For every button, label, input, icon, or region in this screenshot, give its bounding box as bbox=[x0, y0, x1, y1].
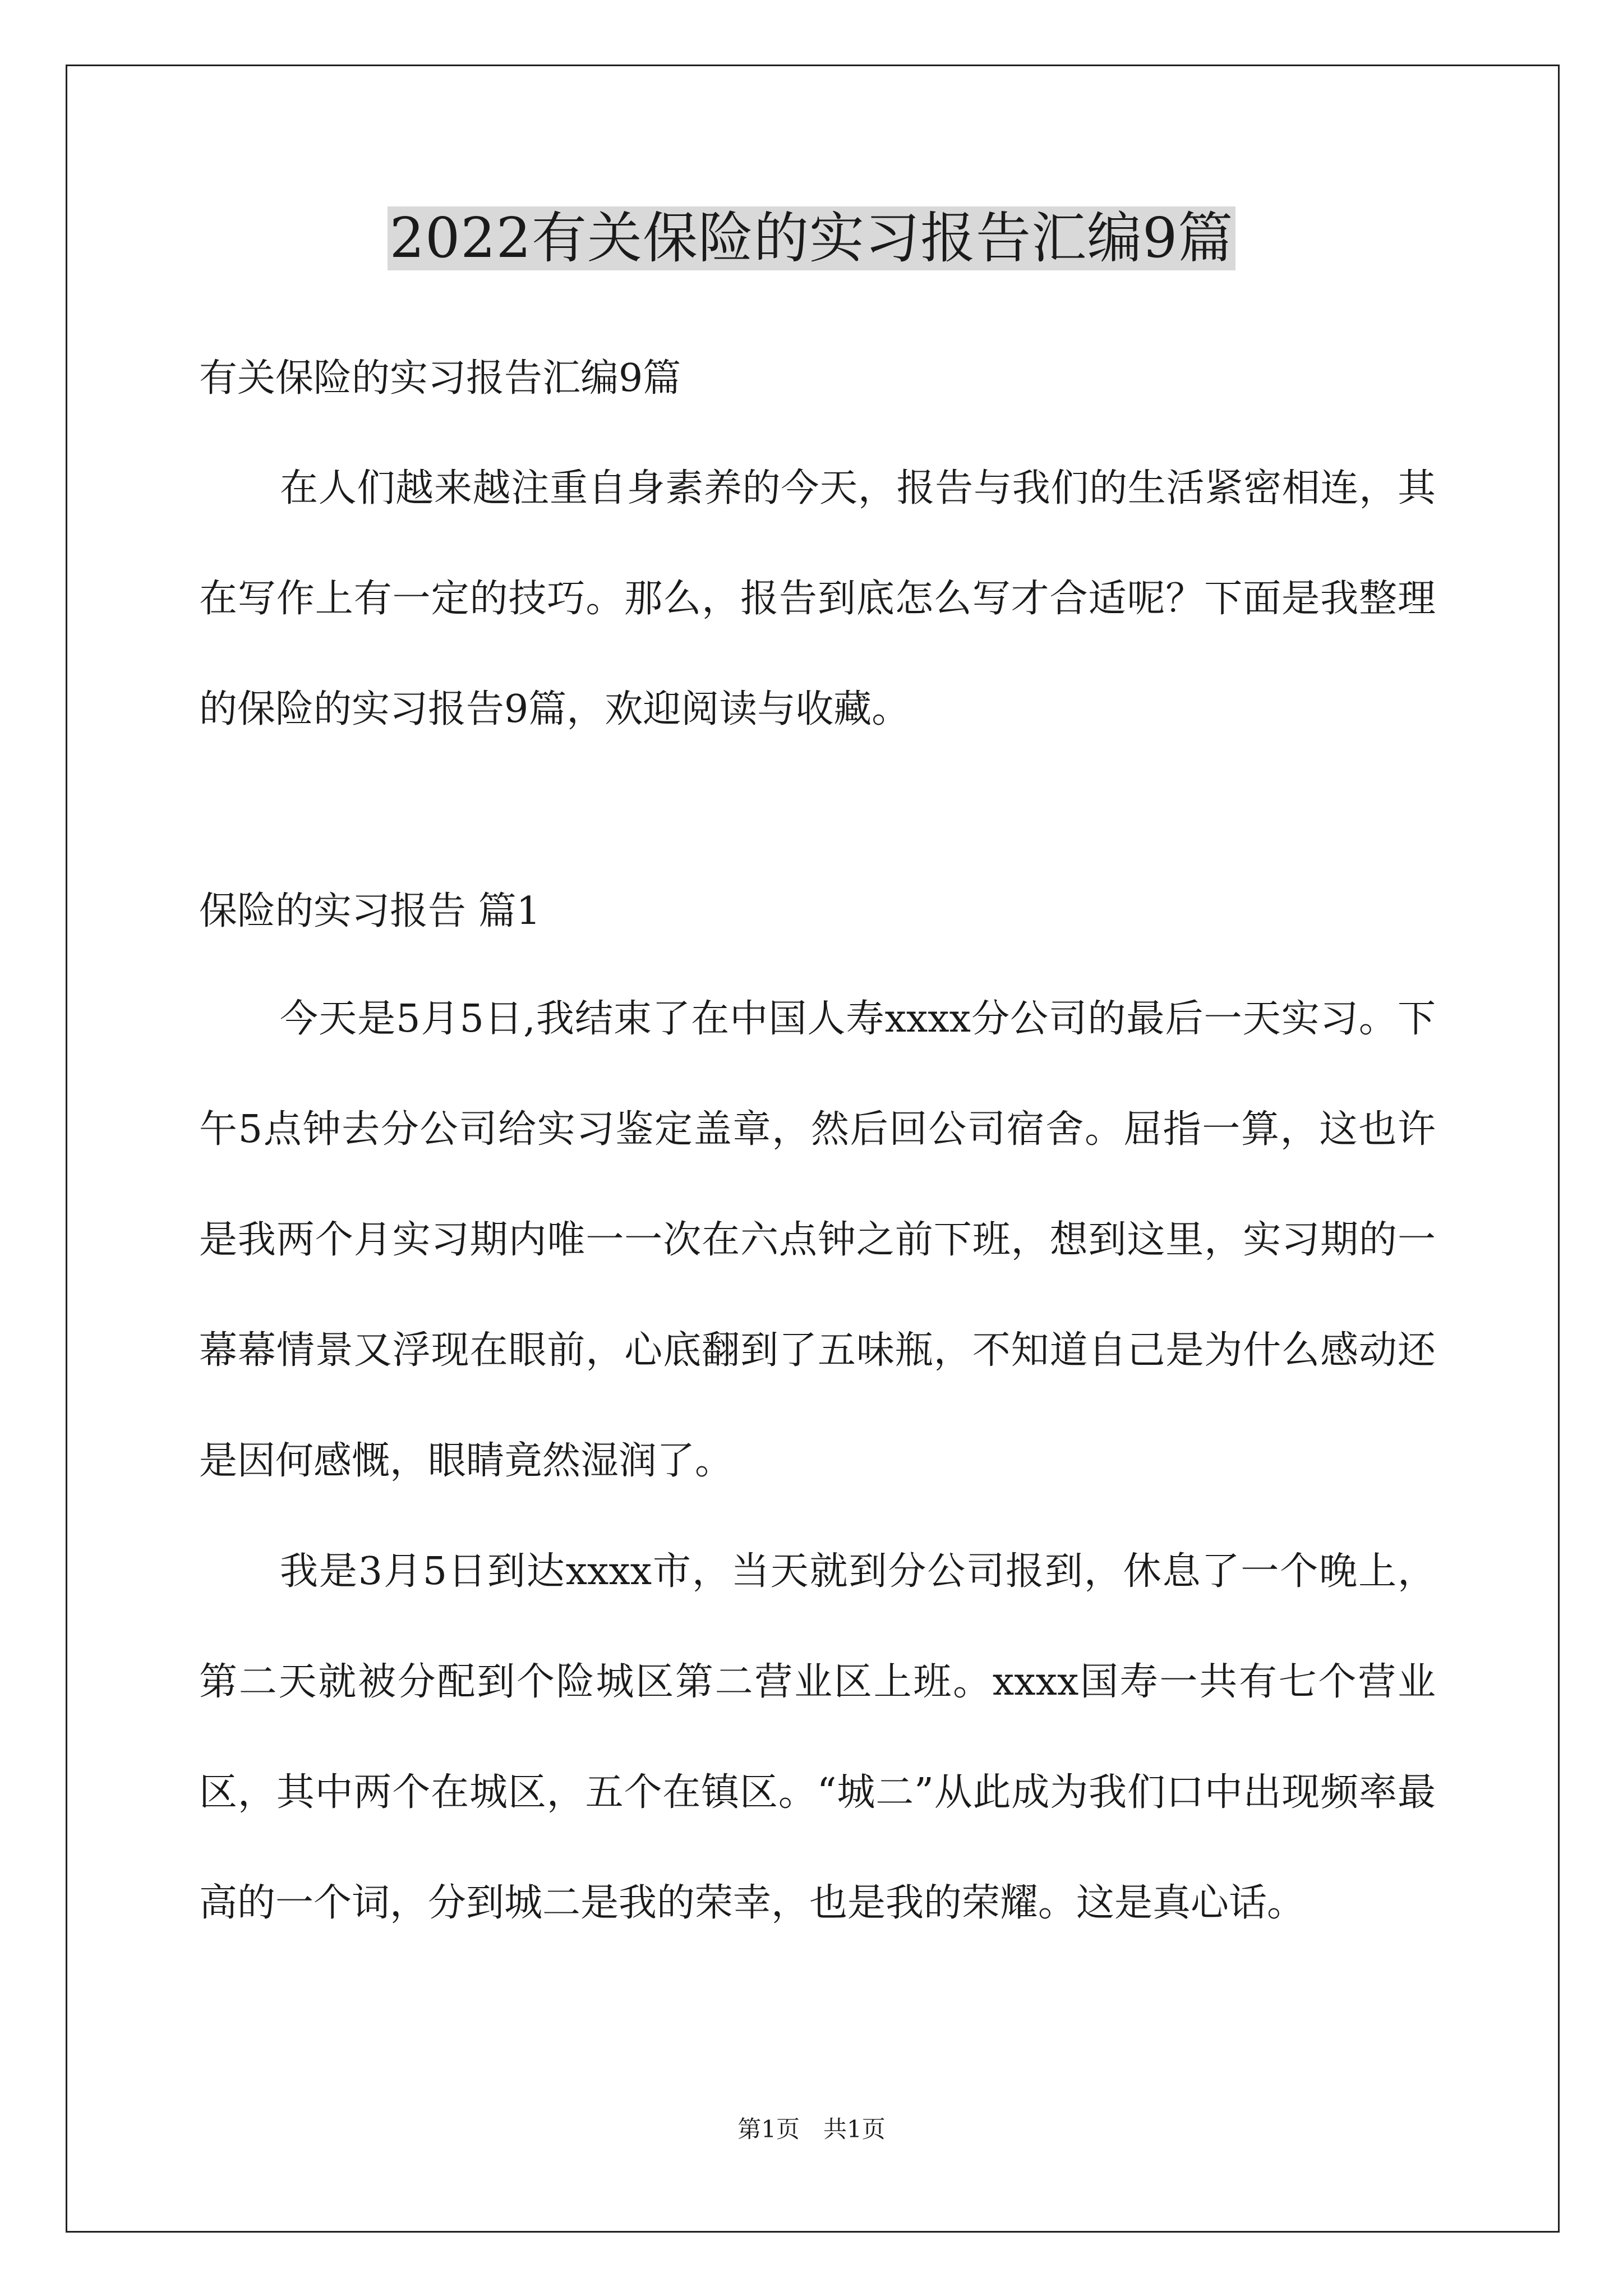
document-title bbox=[0, 199, 1623, 278]
intro-paragraph: 在人们越来越注重自身素养的今天，报告与我们的生活紧密相连，其在写作上有一定的技巧。那么，报告到底怎么写才合适呢？下面是我整理的保险的实习报告9篇，欢迎阅读与收藏。 bbox=[199, 466, 1436, 731]
document-subtitle: 有关保险的实习报告汇编9篇 bbox=[199, 356, 681, 401]
document-title-text: 2022有关保险的实习报告汇编9篇 bbox=[388, 206, 1236, 270]
body-paragraph-1: 今天是5月5日,我结束了在中国人寿xxxx分公司的最后一天实习。下午5点钟去分公司给实习鉴定盖章，然后回公司宿舍。屈指一算，这也许是我两个月实习期内唯一一次在六点钟之前下班，想到这里，实习期的一幕幕情景又浮现在眼前，心底翻到了五味瓶，不知道自己是为什么感动还是因何感慨，眼睛竟然湿润了。 bbox=[199, 997, 1436, 1483]
body-paragraph-2: 我是3月5日到达xxxx市，当天就到分公司报到，休息了一个晚上，第二天就被分配到个险城区第二营业区上班。xxxx国寿一共有七个营业区，其中两个在城区，五个在镇区。“城二”从此成为我们口中出现频率最高的一个词，分到城二是我的荣幸，也是我的荣耀。这是真心话。 bbox=[199, 1549, 1436, 1925]
section-heading: 保险的实习报告 篇1 bbox=[199, 889, 541, 933]
page-footer: 第1页 共1页 bbox=[737, 2115, 886, 2143]
